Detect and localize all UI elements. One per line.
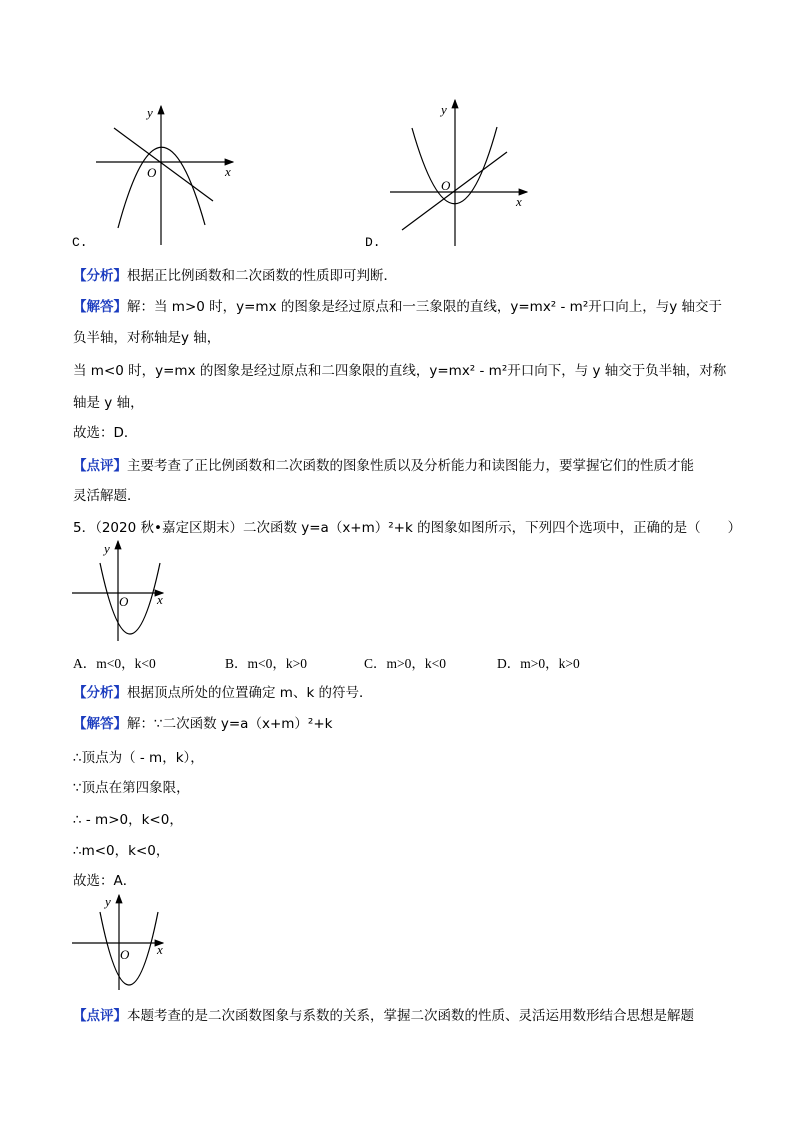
option-d-label: D. [365,235,381,250]
q5-answer-line: ∴ - m>0，k<0， [73,812,183,828]
q4-comment [73,457,694,475]
q4-answer-line: 当 m<0 时，y=mx 的图象是经过原点和二四象限的直线，y=mx² - m²开口向下，与 y 轴交于负半轴，对称 [73,363,727,379]
origin-label: O [120,947,130,962]
graph-q5-solution [72,895,163,990]
comment-label: 【点评】 [73,1008,127,1024]
q4-answer-line: 轴是 y 轴， [73,395,144,411]
comment-label: 【点评】 [73,458,127,474]
analysis-text: 根据正比例函数和二次函数的性质即可判断． [127,268,397,284]
origin-label: O [119,594,129,609]
axis-y-label: y [147,105,153,120]
q5-analysis [73,684,373,702]
answer-text: 解：当 m>0 时，y=mx 的图象是经过原点和一三象限的直线，y=mx² - m²开口向上，与y 轴交于 [127,299,723,315]
q5-answer-line: ∴m<0，k<0， [73,843,170,859]
q4-analysis [73,267,397,285]
graph-option-d [390,100,527,246]
analysis-label: 【分析】 [73,268,127,284]
axis-x-label: x [225,164,231,179]
comment-text: 本题考查的是二次函数图象与系数的关系，掌握二次函数的性质、灵活运用数形结合思想是解题 [127,1008,694,1024]
q5-answer-line: 故选：A． [73,873,137,889]
answer-text: 解：∵二次函数 y=a（x+m）²+k [127,716,333,732]
q5-question: 5．（2020 秋•嘉定区期末）二次函数 y=a（x+m）²+k 的图象如图所示，下列四个选项中，正确的是（ ） [73,520,742,536]
q5-option-c: C．m>0，k<0 [364,656,446,671]
q5-option-a: A．m<0，k<0 [73,656,156,671]
axis-x-label: x [516,194,522,209]
option-c-label: C. [72,235,88,250]
q5-answer-line [73,715,332,733]
comment-text: 主要考查了正比例函数和二次函数的图象性质以及分析能力和读图能力，要掌握它们的性质才能 [127,458,694,474]
q5-option-b: B．m<0，k>0 [225,656,307,671]
graph-q5 [72,541,163,641]
q5-option-d: D．m>0，k>0 [497,656,580,671]
q5-answer-line: ∴顶点为（ - m，k）， [73,750,204,766]
answer-label: 【解答】 [73,299,127,315]
q4-comment-line: 灵活解题． [73,488,141,504]
answer-label: 【解答】 [73,716,127,732]
analysis-text: 根据顶点所处的位置确定 m、k 的符号． [127,685,373,701]
q4-answer-line: 负半轴，对称轴是y 轴， [73,330,221,346]
graph-option-c [96,106,233,245]
axis-y-label: y [104,541,110,556]
analysis-label: 【分析】 [73,685,127,701]
axis-x-label: x [157,592,163,607]
axis-y-label: y [441,102,447,117]
origin-label: O [147,165,157,180]
q4-answer-line: 故选：D． [73,425,138,441]
axis-x-label: x [157,942,163,957]
q4-answer-line [73,298,722,316]
q5-answer-line: ∵顶点在第四象限， [73,780,190,796]
q5-comment [73,1007,694,1025]
axis-y-label: y [105,894,111,909]
origin-label: O [441,178,451,193]
